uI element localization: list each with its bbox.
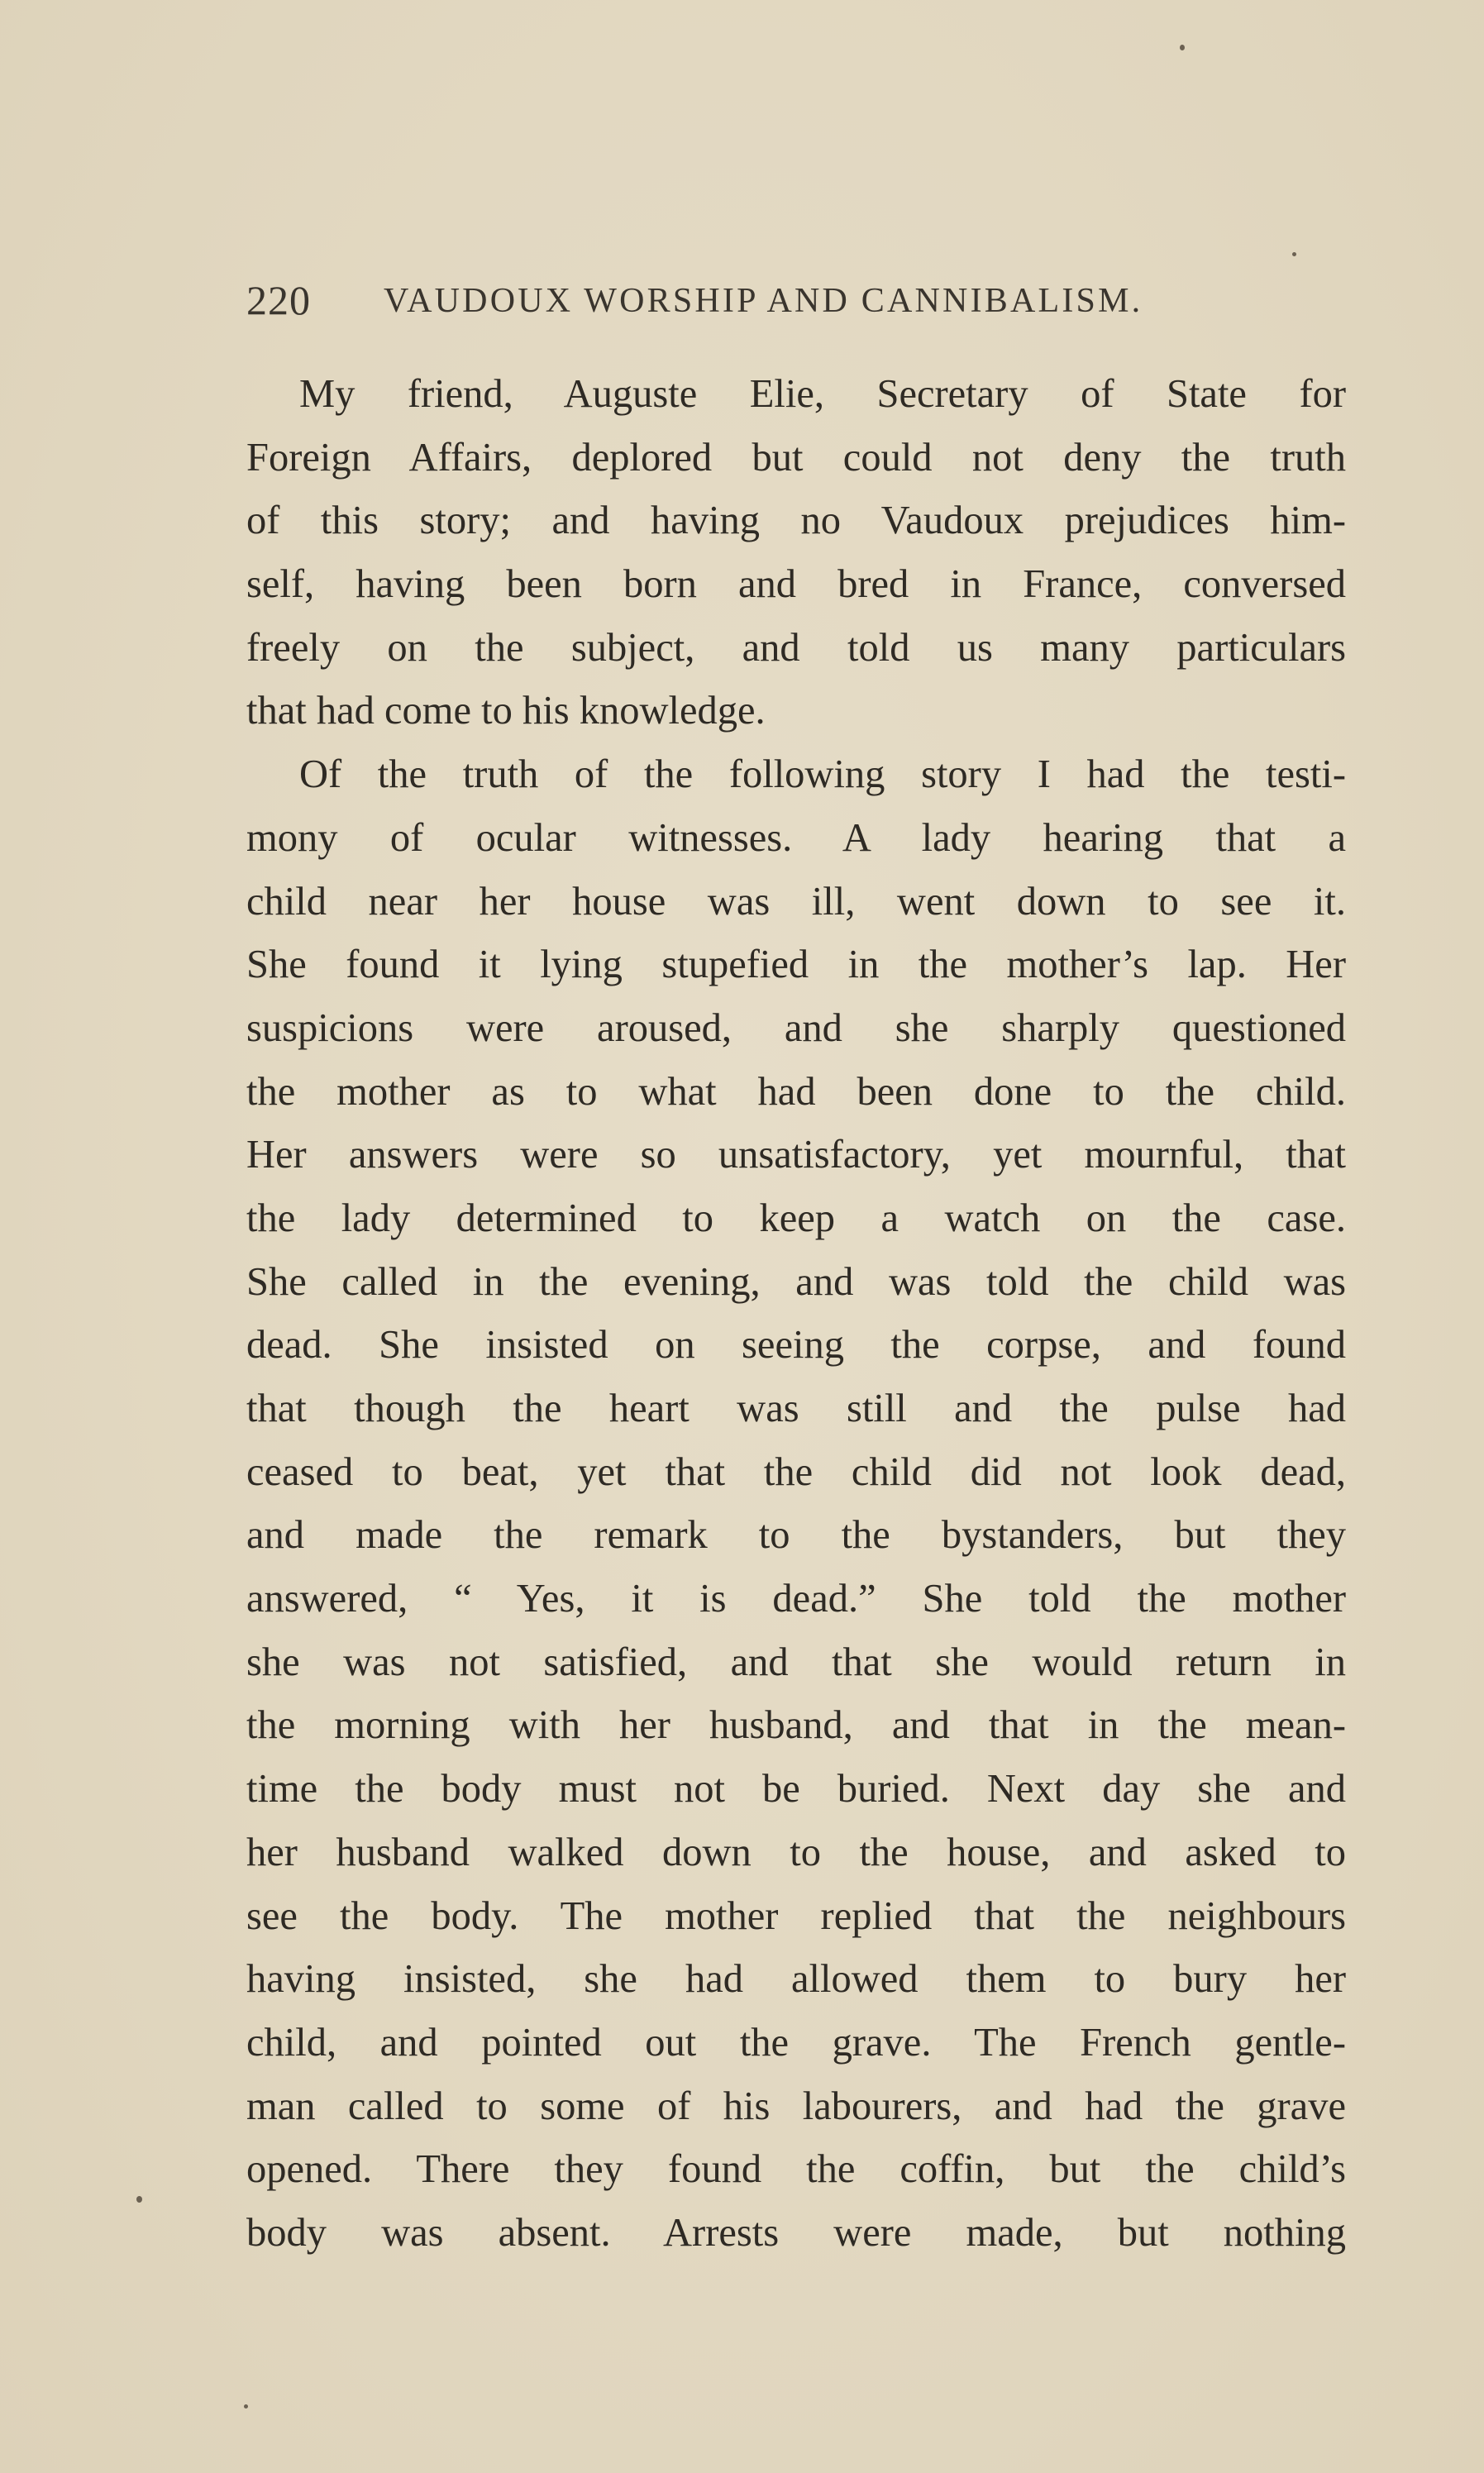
- page-header: [246, 276, 1346, 334]
- paper-speck: [244, 2404, 248, 2409]
- text-line: the mother as to what had been done to the child.: [246, 1069, 1346, 1114]
- paper-speck: [1180, 45, 1185, 50]
- text-line: suspicions were aroused, and she sharply questioned: [246, 1005, 1346, 1050]
- text-line: child near her house was ill, went down to see it.: [246, 879, 1346, 924]
- text-line: She called in the evening, and was told the child was: [246, 1259, 1346, 1304]
- page-number: 220: [246, 277, 311, 323]
- paragraph: [246, 743, 1346, 2265]
- paragraph: [246, 363, 1346, 743]
- text-line: My friend, Auguste Elie, Secretary of State for: [299, 372, 1346, 416]
- text-line: body was absent. Arrests were made, but nothing: [246, 2210, 1346, 2255]
- text-line: the morning with her husband, and that in the mean-: [246, 1703, 1346, 1748]
- text-line: that had come to his knowledge.: [246, 689, 766, 733]
- text-line: opened. There they found the coffin, but the child’s: [246, 2147, 1346, 2192]
- body-text: [246, 363, 1346, 2265]
- text-line: see the body. The mother replied that the neighbours: [246, 1893, 1346, 1938]
- text-line: that though the heart was still and the pulse had: [246, 1387, 1346, 1430]
- text-line: of this story; and having no Vaudoux prejudices him-: [246, 499, 1346, 543]
- text-line: man called to some of his labourers, and had the grave: [246, 2084, 1346, 2128]
- running-head: VAUDOUX WORSHIP AND CANNIBALISM.: [384, 282, 1143, 320]
- text-line: ceased to beat, yet that the child did not look dead,: [246, 1449, 1346, 1494]
- text-line: mony of ocular witnesses. A lady hearing that a: [246, 815, 1346, 860]
- text-line: She found it lying stupefied in the mother’s lap. Her: [246, 943, 1346, 987]
- text-line: her husband walked down to the house, and asked to: [246, 1830, 1346, 1874]
- text-line: Foreign Affairs, deplored but could not deny the truth: [246, 435, 1346, 480]
- text-line: dead. She insisted on seeing the corpse, and found: [246, 1323, 1346, 1368]
- text-line: she was not satisfied, and that she would return in: [246, 1640, 1346, 1684]
- paper-speck: [1292, 252, 1296, 256]
- text-line: freely on the subject, and told us many particulars: [246, 625, 1346, 670]
- text-line: child, and pointed out the grave. The French gentle-: [246, 2020, 1346, 2065]
- paper-speck: [136, 2196, 142, 2203]
- text-line: and made the remark to the bystanders, but they: [246, 1513, 1346, 1558]
- text-line: answered, “ Yes, it is dead.” She told the mother: [246, 1577, 1346, 1621]
- text-line: self, having been born and bred in France, conversed: [246, 562, 1346, 607]
- text-line: the lady determined to keep a watch on the case.: [246, 1196, 1346, 1240]
- text-line: Her answers were so unsatisfactory, yet mournful, that: [246, 1133, 1346, 1177]
- text-line: Of the truth of the following story I had the testi-: [299, 752, 1346, 797]
- text-line: time the body must not be buried. Next day she and: [246, 1767, 1346, 1812]
- text-line: having insisted, she had allowed them to bury her: [246, 1957, 1346, 2002]
